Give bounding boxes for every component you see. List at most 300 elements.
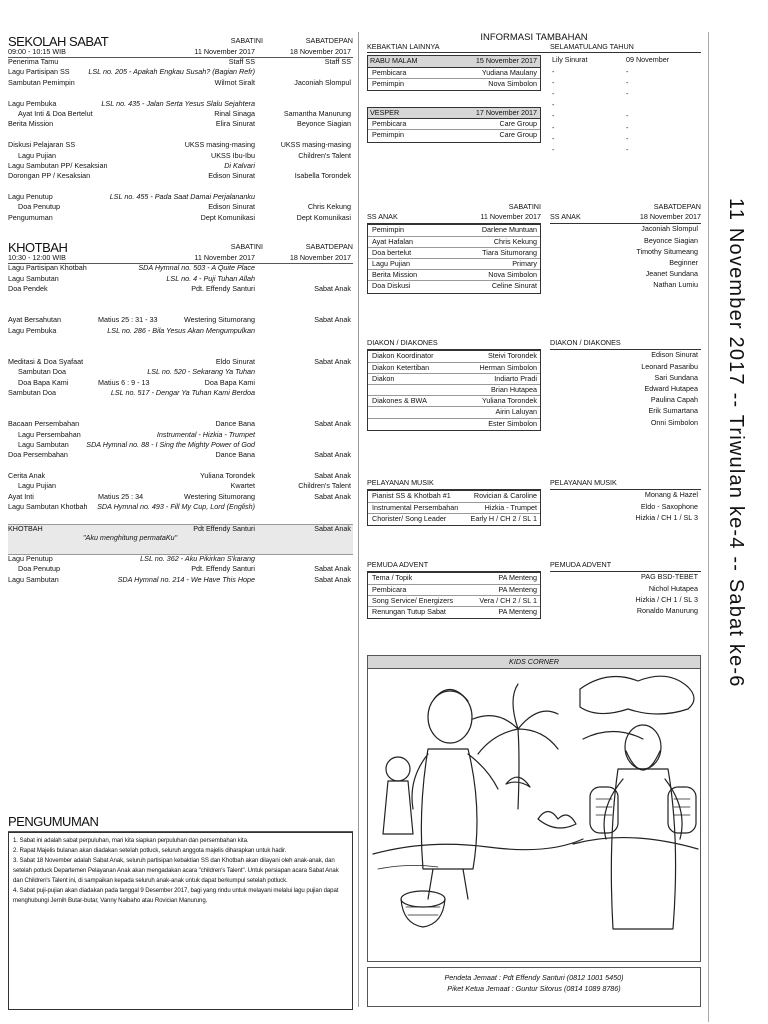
kh-this-week: Westering Situmorang (184, 491, 255, 501)
diakon-next-person: Edward Hutapea (644, 383, 698, 393)
coloring-illustration (368, 669, 700, 961)
ssanak-date2: 18 November 2017 (639, 212, 701, 222)
ssanak-next-person: Jeanet Sundana (645, 269, 698, 279)
diakon-next-person: Paulina Capah (650, 395, 698, 405)
musik-next-row (550, 490, 701, 501)
kh-tail-this-week: LSL no. 362 - Aku Pikirkan S'karang (140, 553, 255, 563)
musik-left-box (367, 490, 541, 526)
announcement-line: menghubungi Jernih Butar-butar, Vanny Naibaho atau Rovician Manurung. (13, 897, 208, 905)
ss-row (8, 214, 353, 224)
kh-tail-row (8, 576, 353, 586)
birthday-list (550, 55, 701, 156)
musik-next-row (550, 502, 701, 513)
khotbah-tail-table (8, 555, 353, 586)
ssanak-right-list (550, 224, 701, 291)
musik-row (368, 491, 540, 502)
kh-row (8, 420, 353, 430)
musik-next-person: Eldo - Saxophone (640, 501, 698, 511)
kh-label: Lagu Sambutan Khotbah (8, 502, 88, 512)
pemuda-next-person: Ronaldo Manurung (636, 605, 698, 615)
ss-row (8, 172, 353, 182)
announcement-line: 1. Sabat ini adalah sabat perpuluhan, mari kita siapkan perpuluhan dan persembahan kita. (13, 837, 249, 844)
ssanak-label: SS ANAK (367, 212, 398, 222)
birthday-name: - (552, 133, 555, 143)
kh-next-week: Sabat Anak (314, 315, 351, 325)
vesper-head (368, 108, 540, 119)
kh-next-week: Children's Talent (298, 481, 351, 491)
pemuda-next-row (550, 572, 701, 583)
musik-right-list (550, 490, 701, 524)
vesper-person: Care Group (499, 119, 537, 129)
khotbah-sermon-label: KHOTBAH (8, 523, 43, 533)
kh-tail-next-week: Sabat Anak (314, 574, 351, 584)
kh-label: Lagu Sambutan (18, 439, 69, 449)
kh-label: Ayat Bersahutan (8, 315, 62, 325)
vesper-box (367, 107, 541, 143)
diakon-next-row (550, 395, 701, 406)
pemuda-role: Tema / Topik (372, 573, 413, 583)
kh-spacer (8, 462, 353, 472)
kh-this-week: LSL no. 286 - Bila Yesus Akan Mengumpulkan (107, 325, 255, 335)
pengumuman-section (8, 814, 353, 1010)
birthday-name: - (552, 144, 555, 154)
kh-label: Doa Pendek (8, 284, 48, 294)
birthday-row (550, 78, 701, 89)
diakon-next-row (550, 406, 701, 417)
kh-tail-next-week: Sabat Anak (314, 564, 351, 574)
ssanak-right-header (550, 202, 701, 224)
diakon-next-person: Sari Sundana (654, 372, 698, 382)
musik-label-right: PELAYANAN MUSIK (550, 478, 617, 488)
kh-label: Sambutan Doa (8, 387, 56, 397)
birthday-name: - (552, 111, 555, 121)
side-title-text: 11 November 2017 -- Triwulan ke-4 -- Sabat ke-6 (725, 198, 747, 688)
pemuda-row (368, 585, 540, 596)
ss-label: Berita Mission (8, 119, 54, 129)
kh-spacer (8, 337, 353, 347)
khotbah-col-sabat-depan: SABATDEPAN (305, 242, 353, 252)
ssanak-next-row (550, 236, 701, 247)
vesper-role: Pembicara (372, 119, 407, 129)
kh-label: Cerita Anak (8, 471, 46, 481)
ss-this-week: Elira Sinurat (215, 119, 255, 129)
ssanak-next-person: Jaconiah Slompul (641, 224, 698, 234)
kh-row (8, 482, 353, 492)
kh-this-week: Yuliana Torondek (199, 471, 255, 481)
vertical-divider (708, 32, 709, 1022)
pemuda-label-right: PEMUDA ADVENT (550, 560, 612, 570)
diakon-person: Airin Laluyan (495, 407, 537, 417)
vesper-date: 17 November 2017 (475, 107, 537, 117)
pemuda-row (368, 596, 540, 607)
birthday-date: - (626, 133, 629, 143)
kh-label: Sambutan Doa (18, 367, 66, 377)
pemuda-next-row (550, 595, 701, 606)
ssanak-role: Pemimpin (372, 225, 404, 235)
ssanak-role: Doa bertelut (372, 247, 412, 257)
rabu-malam-box (367, 55, 541, 91)
diakon-next-row (550, 373, 701, 384)
ss-this-week: Rinal Sinaga (214, 108, 255, 118)
ssanak-header (367, 202, 541, 224)
birthday-name: - (552, 122, 555, 132)
diakon-row (368, 396, 540, 407)
birthday-name: - (552, 77, 555, 87)
announcement-line: 4. Sabat puji-pujian akan diadakan pada tanggal 9 Desember 2017, bagi yang rindu untuk melayani melalui lagu pujian dapat (13, 887, 339, 895)
kh-this-week: LSL no. 520 - Sekarang Ya Tuhan (147, 367, 255, 377)
kh-label: Meditasi & Doa Syafaat (8, 356, 84, 366)
birthday-row (550, 89, 701, 100)
kh-spacer (8, 399, 353, 409)
birthday-date: - (626, 144, 629, 154)
birthday-date: - (626, 66, 629, 76)
kh-row (8, 451, 353, 461)
side-title (720, 198, 752, 818)
pemuda-row (368, 607, 540, 618)
ssanak-next-row (550, 280, 701, 291)
kebaktian-label: KEBAKTIAN LAINNYA (367, 42, 440, 52)
khotbah-sermon-row (8, 524, 353, 534)
kh-next-week: Sabat Anak (314, 419, 351, 429)
diakon-next-person: Leonard Pasaribu (641, 361, 698, 371)
birthday-row (550, 67, 701, 78)
pemuda-person: PA Menteng (498, 584, 537, 594)
ss-label: Sambutan Pemimpin (8, 77, 75, 87)
diakon-next-row (550, 418, 701, 429)
diakon-role: Diakones & BWA (372, 396, 427, 406)
diakon-row (368, 351, 540, 362)
announcement-line: 3. Sabat 18 November adalah Sabat Anak, seluruh partisipan kebaktian SS dan Khotbah akan dilayani oleh anak-anak, dan (13, 857, 335, 865)
diakon-person: Herman Simbolon (479, 362, 537, 372)
birthday-row (550, 100, 701, 111)
birthday-date: - (626, 77, 629, 87)
musik-row (368, 514, 540, 525)
right-column (367, 32, 701, 638)
kh-this-week: LSL no. 4 - Puji Tuhan Allah (166, 273, 255, 283)
announcement-line: 2. Rapat Majelis bulanan akan diadakan setelah potluck, seluruh anggota majelis diharapkan untuk hadir. (13, 847, 287, 855)
ss-this-week: Edison Sinurat (208, 202, 255, 212)
ss-next-week: Dept Komunikasi (296, 212, 351, 222)
ssanak-role: Berita Mission (372, 270, 418, 280)
kh-next-week: Sabat Anak (314, 471, 351, 481)
diakon-label-right: DIAKON / DIAKONES (550, 338, 621, 348)
ss-this-week: LSL no. 455 - Pada Saat Damai Perjalananku (109, 192, 255, 202)
ssanak-person: Celine Sinurat (491, 281, 537, 291)
birthday-date: - (626, 88, 629, 98)
diakon-role: Diakon Ketertiban (372, 362, 430, 372)
musik-header (367, 476, 541, 490)
birthday-date: - (626, 122, 629, 132)
kh-tail-label: Doa Penutup (18, 564, 60, 574)
pemuda-person: PA Menteng (498, 573, 537, 583)
musik-role: Chorister/ Song Leader (372, 513, 447, 523)
ssanak-row (368, 225, 540, 236)
pemuda-next-person: PAG BSD-TEBET (641, 572, 698, 582)
ssanak-next-person: Nathan Lumiu (653, 280, 698, 290)
ss-this-week: UKSS masing-masing (184, 140, 255, 150)
kh-label: Lagu Persembahan (18, 429, 81, 439)
pemuda-label: PEMUDA ADVENT (367, 560, 429, 570)
ss-row (8, 141, 353, 151)
diakon-header (367, 336, 541, 350)
diakon-role: Diakon Koordinator (372, 351, 434, 361)
kh-row (8, 285, 353, 295)
pemuda-right-header (550, 558, 701, 572)
khotbah-sermon-next: Sabat Anak (314, 523, 351, 533)
diakon-role: Diakon (372, 373, 395, 383)
birthday-name: - (552, 66, 555, 76)
sekolah-sabat-subheader (8, 48, 353, 58)
musik-next-person: Hizkia / CH 1 / SL 3 (635, 512, 698, 522)
rabu-role: Pembicara (372, 67, 407, 77)
pemuda-right-list (550, 572, 701, 617)
informasi-tambahan-title: INFORMASI TAMBAHAN (480, 32, 588, 43)
ssanak-role: Lagu Pujian (372, 258, 410, 268)
kh-this-week: SDA Hymnal no. 503 - A Quite Place (138, 263, 255, 273)
col-sabat-ini: SABATINI (230, 36, 263, 45)
ss-row (8, 120, 353, 130)
ssanak-role: Ayat Hafalan (372, 236, 414, 246)
ss-this-week: Staff SS (228, 57, 255, 66)
ss-label: Pengumuman (8, 212, 53, 222)
kh-label: Bacaan Persembahan (8, 419, 80, 429)
diakon-left-box (367, 350, 541, 430)
khotbah-time: 10:30 - 12:00 WIB (8, 253, 66, 263)
sekolah-sabat-header (8, 32, 353, 48)
kh-this-week: LSL no. 517 - Dengar Ya Tuhan Kami Berdoa (110, 387, 255, 397)
musik-person: Early H / CH 2 / SL 1 (470, 513, 537, 523)
ssanak-row (368, 248, 540, 259)
birthday-name: - (552, 100, 555, 110)
ssanak-next-person: Timothy Situmeang (636, 246, 698, 256)
diakon-right-header (550, 336, 701, 350)
ss-label: Lagu Pujian (18, 150, 56, 160)
diakon-row (368, 363, 540, 374)
pastor-footer (367, 967, 701, 1007)
ss-next-week: Chris Kekung (307, 202, 351, 212)
kh-ref: Matius 25 : 31 - 33 (98, 315, 158, 325)
ssanak-next-person: Beginner (669, 257, 698, 267)
diakon-next-row (550, 350, 701, 361)
ss-label: Doa Penutup (18, 202, 60, 212)
khotbah-sermon-speaker: Pdt Effendy Santuri (193, 523, 255, 533)
ssanak-person: Nova Simbolon (488, 270, 537, 280)
birthday-date: - (626, 111, 629, 121)
khotbah-date2: 18 November 2017 (289, 253, 351, 263)
ss-label: Lagu Sambutan PP/ Kesaksian (8, 160, 108, 170)
ssanak-person: Tiara Situmorang (482, 247, 537, 257)
diakon-next-person: Onni Simbolon (650, 417, 698, 427)
ssanak-left-box (367, 224, 541, 293)
pengumuman-box (8, 832, 353, 1010)
ssanak-next-person: Beyonce Siagian (644, 235, 698, 245)
khotbah-quote-row (8, 534, 353, 544)
kh-label: Doa Bapa Kami (18, 377, 69, 387)
vesper-row (368, 130, 540, 141)
rabu-row (368, 79, 540, 90)
kh-row (8, 389, 353, 399)
ss-label: Lagu Penutup (8, 192, 53, 202)
birthday-name: Lily Sinurat (552, 55, 588, 65)
ss-next-week: Staff SS (324, 57, 351, 66)
kh-next-week: Sabat Anak (314, 491, 351, 501)
sermon-quote: "Aku menghitung permataKu" (83, 533, 178, 543)
kids-corner (367, 655, 701, 962)
kids-corner-title: KIDS CORNER (368, 656, 700, 669)
birthday-name: - (552, 88, 555, 98)
kh-row (8, 275, 353, 285)
kh-tail-this-week: Pdt. Effendy Santuri (191, 564, 255, 574)
kh-ref: Matius 25 : 34 (98, 491, 144, 501)
musik-row (368, 503, 540, 514)
kh-this-week: Dance Bana (215, 450, 255, 460)
ss-label: Ayat Inti & Doa Bertelut (18, 108, 93, 118)
vesper-person: Care Group (499, 130, 537, 140)
diakon-person: Brian Hutapea (491, 384, 537, 394)
pemuda-next-person: Nichol Hutapea (648, 583, 698, 593)
piket-info: Piket Ketua Jemaat : Guntur Sitorus (0814 1089 8786) (447, 984, 621, 994)
kh-label: Lagu Pujian (18, 481, 56, 491)
diakon-right-list (550, 350, 701, 428)
diakon-person: Ester Simbolon (488, 418, 537, 428)
diakon-row (368, 407, 540, 418)
diakon-row (368, 385, 540, 396)
ss-next-week: Jaconiah Slompul (294, 77, 351, 87)
sekolah-time: 09:00 - 10:15 WIB (8, 47, 66, 56)
kh-this-week: Instrumental - Hizkia - Trumpet (156, 429, 255, 439)
ss-this-week: Di Kalvari (224, 160, 255, 170)
rabu-malam-date: 15 November 2017 (475, 56, 537, 66)
birthday-row (550, 111, 701, 122)
kh-this-week: SDA Hymnal no. 493 - Fill My Cup, Lord (English) (97, 502, 255, 512)
rabu-malam-label: RABU MALAM (370, 56, 418, 66)
kh-next-week: Sabat Anak (314, 356, 351, 366)
ss-next-week: Children's Talent (298, 150, 351, 160)
pemuda-next-person: Hizkia / CH 1 / SL 3 (635, 594, 698, 604)
khotbah-title: KHOTBAH (8, 240, 68, 256)
ssanak-person: Chris Kekung (493, 236, 537, 246)
kh-tail-label: Lagu Penutup (8, 553, 53, 563)
kh-label: Lagu Partisipan Khotbah (8, 263, 87, 273)
ssanak-next-row (550, 247, 701, 258)
diakon-next-row (550, 384, 701, 395)
khotbah-header (8, 238, 353, 254)
musik-right-header (550, 476, 701, 490)
kh-this-week: Doa Bapa Kami (204, 377, 255, 387)
ssanak-col1: SABATINI (508, 202, 541, 212)
diakon-person: Indiarto Pradi (494, 373, 537, 383)
musik-person: Hizkia - Trumpet (484, 502, 537, 512)
ss-this-week: Dept Komunikasi (200, 212, 255, 222)
khotbah-table (8, 264, 353, 513)
sekolah-date2: 18 November 2017 (289, 47, 351, 56)
ssanak-row (368, 270, 540, 281)
kh-row (8, 368, 353, 378)
diakon-next-row (550, 362, 701, 373)
ss-this-week: Edison Sinurat (208, 171, 255, 181)
diakon-person: Steivi Torondek (487, 351, 537, 361)
kh-next-week: Sabat Anak (314, 284, 351, 294)
kh-tail-this-week: SDA Hymnal no. 214 - We Have This Hope (117, 574, 255, 584)
khotbah-date1: 11 November 2017 (194, 253, 255, 263)
vesper-label: VESPER (370, 107, 400, 117)
ss-label: Lagu Pembuka (8, 98, 57, 108)
ss-label: Penerima Tamu (8, 57, 59, 66)
pemuda-person: Vera / CH 2 / SL 1 (479, 595, 537, 605)
ssanak-person: Darlene Muntuan (481, 225, 537, 235)
ss-this-week: UKSS Ibu-Ibu (211, 150, 255, 160)
birthday-row (550, 123, 701, 134)
column-divider (358, 32, 359, 1007)
pemuda-header (367, 558, 541, 572)
ss-spacer (8, 89, 353, 99)
kh-this-week: Pdt. Effendy Santuri (191, 284, 255, 294)
pemuda-role: Song Service/ Energizers (372, 595, 454, 605)
ssanak-row (368, 259, 540, 270)
musik-next-person: Monang & Hazel (644, 490, 698, 500)
pengumuman-title: PENGUMUMAN (8, 814, 99, 829)
announcement-line: dan Children's Talent ini, di sampaikan kepada seluruh anak-anak untuk dapat berkumpul setelah potluck. (13, 877, 288, 885)
ss-this-week: Wilmot Siralt (214, 77, 255, 87)
rabu-row (368, 68, 540, 79)
diakon-label: DIAKON / DIAKONES (367, 338, 438, 348)
rabu-role: Pemimpin (372, 78, 404, 88)
ss-next-week: Isabella Torondek (294, 171, 351, 181)
musik-person: Rovician & Caroline (473, 491, 537, 501)
left-column (8, 32, 353, 586)
musik-role: Pianist SS & Khotbah #1 (372, 491, 451, 501)
kh-spacer (8, 295, 353, 305)
ssanak-next-row (550, 224, 701, 235)
kh-label: Lagu Pembuka (8, 325, 57, 335)
pendeta-info: Pendeta Jemaat : Pdt Effendy Santuri (0812 1001 5450) (444, 973, 624, 982)
pemuda-person: PA Menteng (498, 606, 537, 616)
khotbah-col-sabat-ini: SABATINI (230, 242, 263, 252)
pemuda-next-row (550, 584, 701, 595)
sekolah-date1: 11 November 2017 (194, 47, 255, 56)
kh-this-week: Westering Situmorang (184, 315, 255, 325)
vesper-row (368, 119, 540, 130)
kh-row (8, 503, 353, 513)
ulangtahun-label: SELAMATULANG TAHUN (550, 42, 634, 52)
ssanak-role: Doa Diskusi (372, 281, 411, 291)
kh-tail-label: Lagu Sambutan (8, 574, 59, 584)
diakon-row (368, 419, 540, 430)
kh-label: Doa Persembahan (8, 450, 68, 460)
pemuda-role: Renungan Tutup Sabat (372, 606, 446, 616)
kh-ref: Matius 6 : 9 - 13 (98, 377, 150, 387)
kh-label: Ayat Inti (8, 491, 34, 501)
ss-label: Lagu Partisipan SS (8, 67, 70, 77)
musik-role: Instrumental Persembahan (372, 502, 459, 512)
ss-next-week: Samantha Manurung (283, 108, 351, 118)
birthday-row (550, 145, 701, 156)
kh-this-week: Eldo Sinurat (215, 356, 255, 366)
musik-label: PELAYANAN MUSIK (367, 478, 434, 488)
diakon-next-person: Edison Sinurat (651, 350, 698, 360)
ssanak-label-right: SS ANAK (550, 212, 581, 222)
ss-label: Dorongan PP / Kesaksian (8, 171, 91, 181)
ss-row (8, 79, 353, 89)
ss-label: Diskusi Pelajaran SS (8, 140, 76, 150)
announcement-line: setelah potluck Departemen Pelayanan Anak akan mengadakan acara "children's Talent". Untuk persiapan acara Sabat Anak (13, 867, 339, 875)
ssanak-next-row (550, 269, 701, 280)
sekolah-sabat-table (8, 58, 353, 224)
kh-this-week: Kwartet (230, 481, 255, 491)
kh-this-week: SDA Hymnal no. 88 - I Sing the Mighty Power of God (86, 439, 255, 449)
ssanak-row (368, 237, 540, 248)
pemuda-row (368, 573, 540, 584)
